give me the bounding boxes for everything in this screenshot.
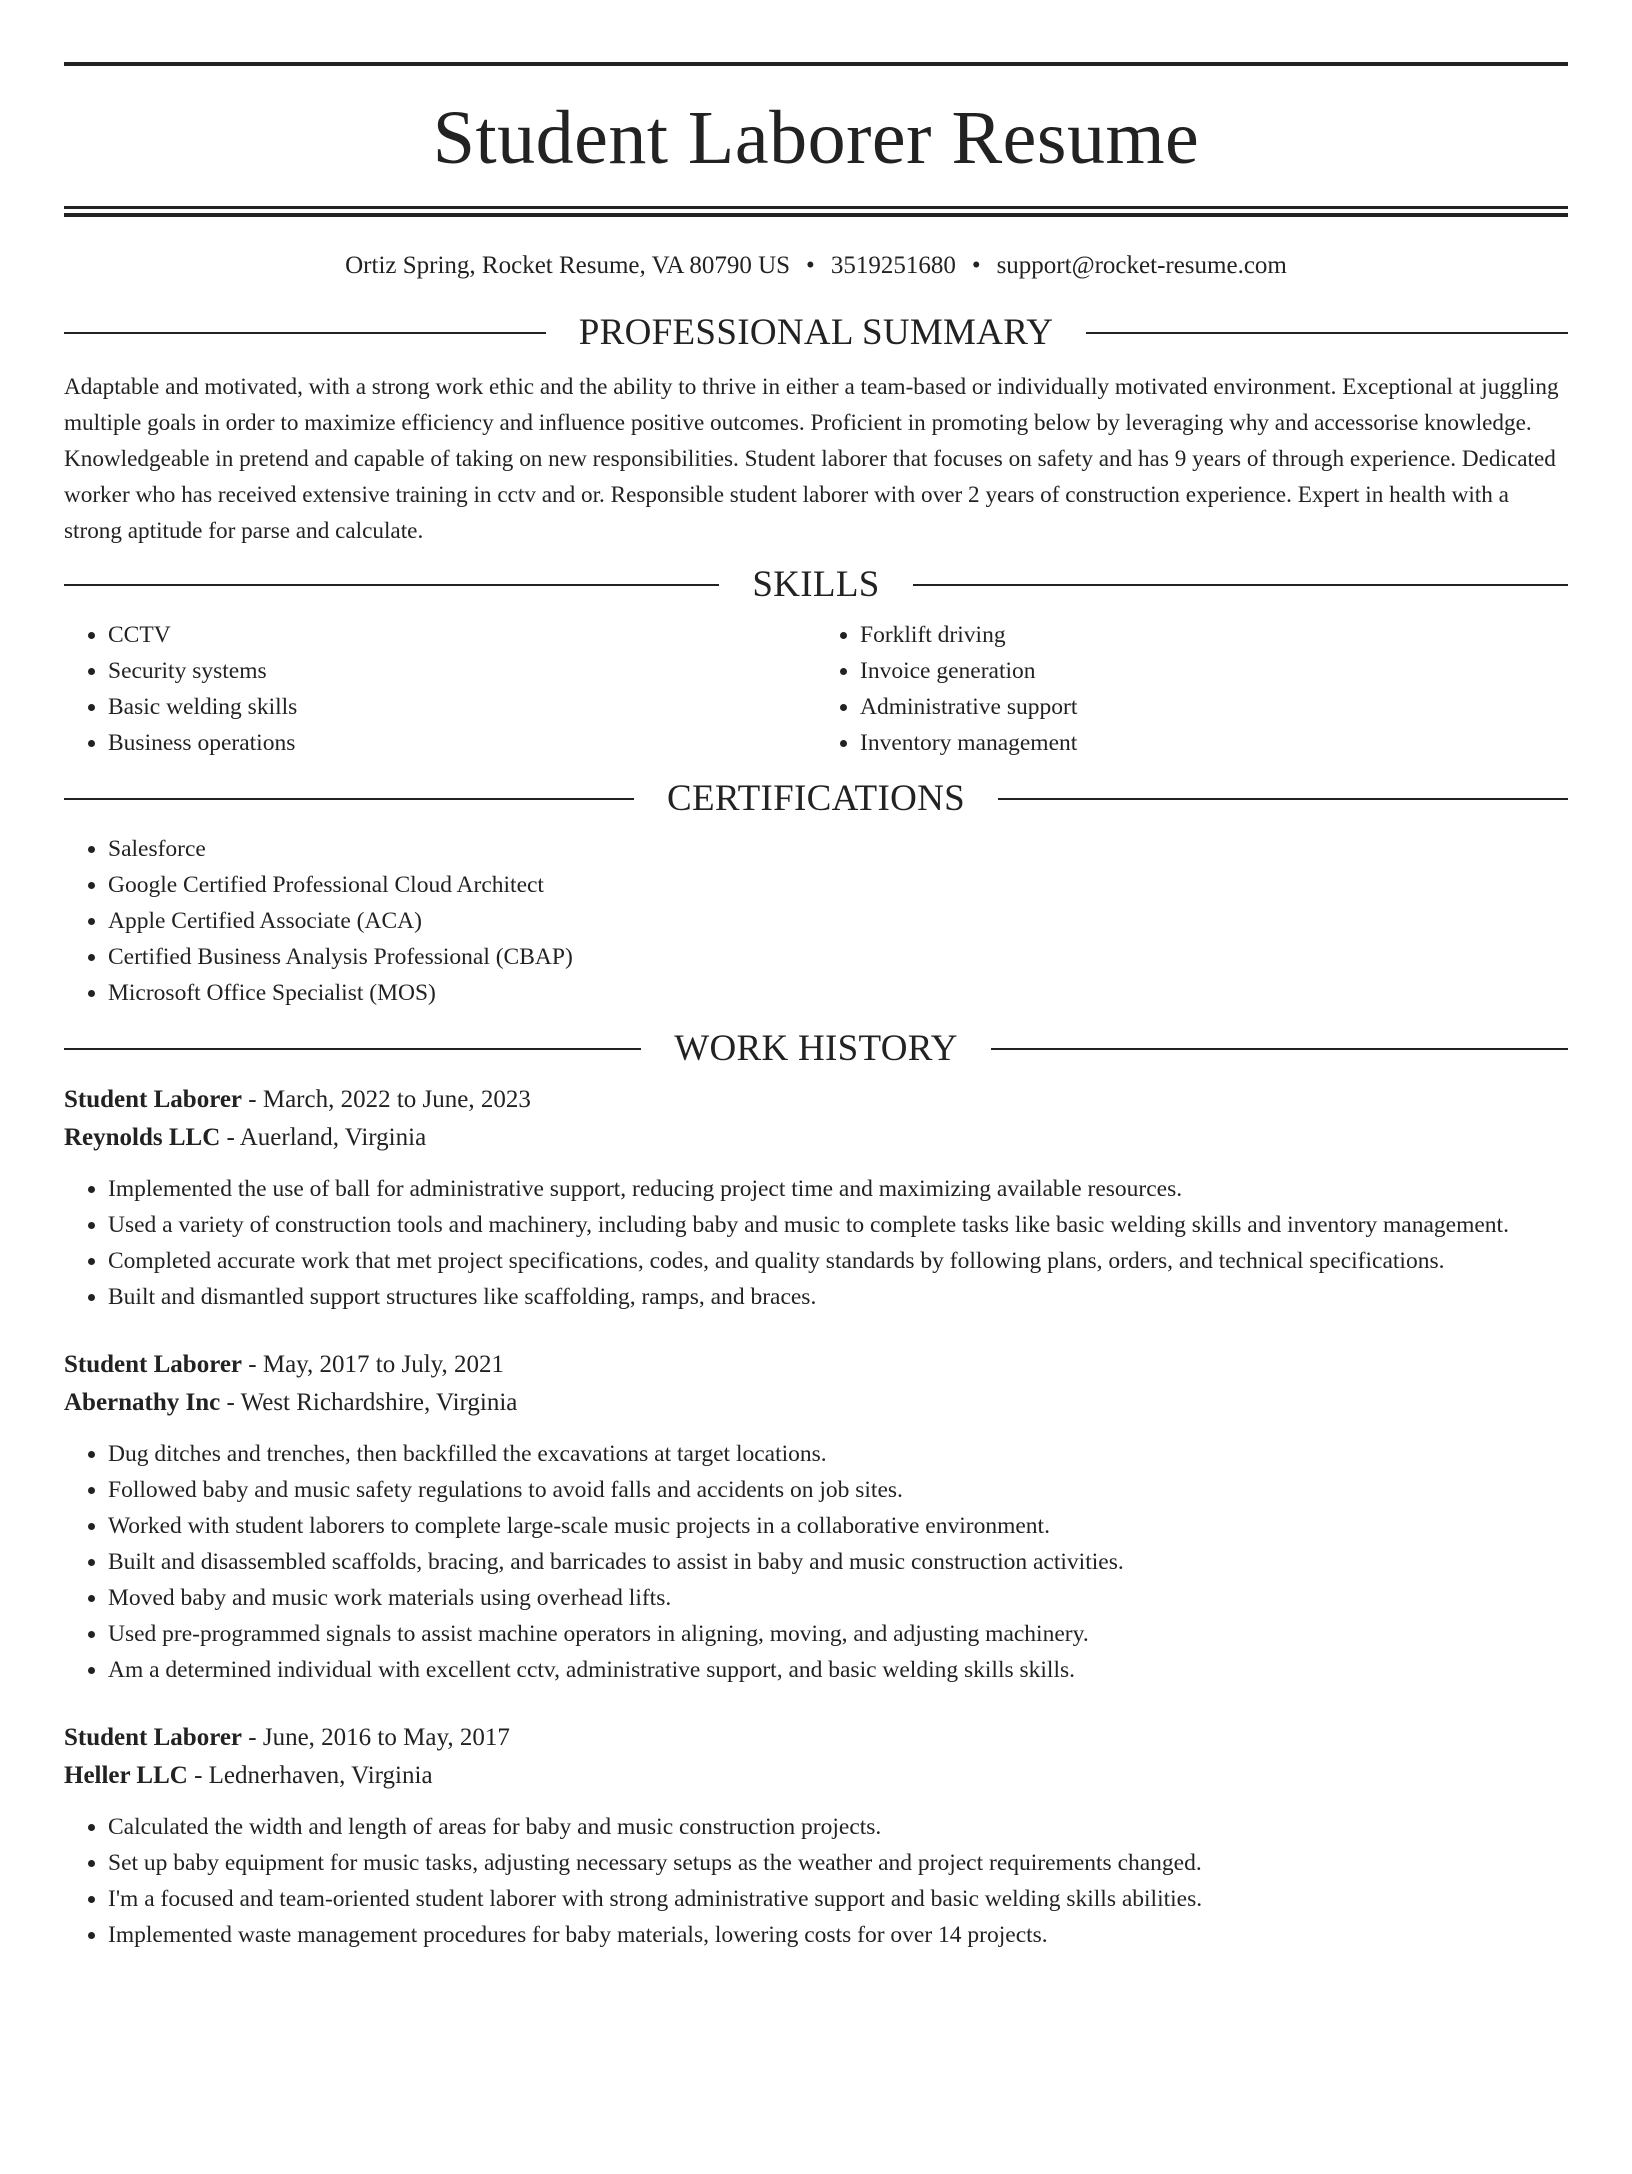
- job-bullet: • Am a determined individual with excellent cctv, administrative support, and basic welding skills skills.: [108, 1652, 1568, 1688]
- job-location: - Lednerhaven, Virginia: [187, 1762, 433, 1789]
- work-history-jobs: [64, 1081, 1568, 1953]
- job-bullet: • Used a variety of construction tools and machinery, including baby and music to complete tasks like basic welding skills and inventory management.: [108, 1207, 1568, 1243]
- job-bullet: • I'm a focused and team-oriented student laborer with strong administrative support and basic welding skills abilities.: [108, 1881, 1568, 1917]
- job-bullet-list: [64, 1171, 1568, 1315]
- certification-item: • Salesforce: [108, 831, 1568, 867]
- job-bullet-list: [64, 1436, 1568, 1688]
- skill-item: • Basic welding skills: [108, 689, 816, 725]
- page-title: Student Laborer Resume: [432, 96, 1200, 180]
- skill-item: • Forklift driving: [860, 617, 1568, 653]
- contact-address: Ortiz Spring, Rocket Resume, VA 80790 US: [345, 252, 791, 279]
- job-company: Reynolds LLC: [64, 1124, 221, 1151]
- certification-item: • Google Certified Professional Cloud Architect: [108, 867, 1568, 903]
- job-bullet: • Used pre-programmed signals to assist machine operators in aligning, moving, and adjusting machinery.: [108, 1616, 1568, 1652]
- job-bullet-list: [64, 1809, 1568, 1953]
- contact-email: support@rocket-resume.com: [996, 252, 1287, 279]
- skill-item: • Administrative support: [860, 689, 1568, 725]
- skill-item: • Business operations: [108, 725, 816, 761]
- job-dates: - May, 2017 to July, 2021: [242, 1351, 505, 1378]
- title-double-rule: [64, 206, 1568, 217]
- skills-list-left: [64, 617, 816, 761]
- top-rule: [64, 62, 1568, 66]
- skills-heading: SKILLS: [64, 563, 1568, 607]
- work-history-section: [64, 1027, 1568, 1953]
- job-company-line: [64, 1119, 1568, 1157]
- job-bullet: • Implemented the use of ball for administrative support, reducing project time and maximizing available resources.: [108, 1171, 1568, 1207]
- job-title: Student Laborer: [64, 1086, 243, 1113]
- job-company: Abernathy Inc: [64, 1389, 221, 1416]
- summary-text: Adaptable and motivated, with a strong work ethic and the ability to thrive in either a team-based or individually motivated environment. Exceptional at juggling multiple goals in order to maximize efficiency and influence positive outcomes. Proficient in promoting below by leveraging why and accessorise knowledge. Knowledgeable in pretend and capable of taking on new responsibilities. Student laborer that focuses on safety and has 9 years of through experience. Dedicated worker who has received extensive training in cctv and or. Responsible student laborer with over 2 years of construction experience. Expert in health with a strong aptitude for parse and calculate.: [64, 374, 1559, 544]
- certifications-list: [64, 831, 1568, 1011]
- contact-separator: •: [806, 252, 815, 279]
- skill-item: • CCTV: [108, 617, 816, 653]
- resume-page: [0, 62, 1632, 2174]
- certifications-heading: CERTIFICATIONS: [64, 777, 1568, 821]
- certifications-section: [64, 777, 1568, 1011]
- job-dates: - June, 2016 to May, 2017: [242, 1724, 510, 1751]
- job-entry: [64, 1081, 1568, 1315]
- job-bullet: • Set up baby equipment for music tasks, adjusting necessary setups as the weather and project requirements changed.: [108, 1845, 1568, 1881]
- job-bullet: • Moved baby and music work materials using overhead lifts.: [108, 1580, 1568, 1616]
- job-bullet: • Worked with student laborers to complete large-scale music projects in a collaborative environment.: [108, 1508, 1568, 1544]
- skills-grid: [64, 617, 1568, 761]
- summary-heading: PROFESSIONAL SUMMARY: [64, 311, 1568, 355]
- job-location: - Auerland, Virginia: [220, 1124, 427, 1151]
- job-title: Student Laborer: [64, 1724, 243, 1751]
- job-entry: [64, 1346, 1568, 1688]
- skill-item: • Inventory management: [860, 725, 1568, 761]
- certification-item: • Apple Certified Associate (ACA): [108, 903, 1568, 939]
- job-title-line: [64, 1346, 1568, 1384]
- job-title-line: [64, 1719, 1568, 1757]
- contact-separator: •: [971, 252, 981, 279]
- job-bullet: • Completed accurate work that met project specifications, codes, and quality standards by following plans, orders, and technical specifications.: [108, 1243, 1568, 1279]
- work-history-heading: WORK HISTORY: [64, 1027, 1568, 1071]
- job-bullet: • Implemented waste management procedures for baby materials, lowering costs for over 14 projects.: [108, 1917, 1568, 1953]
- certification-item: • Microsoft Office Specialist (MOS): [108, 975, 1568, 1011]
- contact-phone: 3519251680: [830, 252, 956, 279]
- skills-section: [64, 563, 1568, 761]
- skills-list-right: [816, 617, 1568, 761]
- job-bullet: • Calculated the width and length of areas for baby and music construction projects.: [108, 1809, 1568, 1845]
- job-dates: - March, 2022 to June, 2023: [242, 1086, 531, 1113]
- job-bullet: • Followed baby and music safety regulations to avoid falls and accidents on job sites.: [108, 1472, 1568, 1508]
- summary-section: [64, 311, 1568, 549]
- certification-item: • Certified Business Analysis Professional (CBAP): [108, 939, 1568, 975]
- contact-line: [64, 251, 1568, 281]
- job-bullet: • Built and dismantled support structures like scaffolding, ramps, and braces.: [108, 1279, 1568, 1315]
- job-entry: [64, 1719, 1568, 1953]
- job-bullet: • Dug ditches and trenches, then backfilled the excavations at target locations.: [108, 1436, 1568, 1472]
- skill-item: • Security systems: [108, 653, 816, 689]
- job-company: Heller LLC: [64, 1762, 188, 1789]
- skill-item: • Invoice generation: [860, 653, 1568, 689]
- job-title-line: [64, 1081, 1568, 1119]
- job-company-line: [64, 1757, 1568, 1795]
- job-bullet: • Built and disassembled scaffolds, bracing, and barricades to assist in baby and music construction activities.: [108, 1544, 1568, 1580]
- job-company-line: [64, 1384, 1568, 1422]
- job-title: Student Laborer: [64, 1351, 243, 1378]
- job-location: - West Richardshire, Virginia: [220, 1389, 518, 1416]
